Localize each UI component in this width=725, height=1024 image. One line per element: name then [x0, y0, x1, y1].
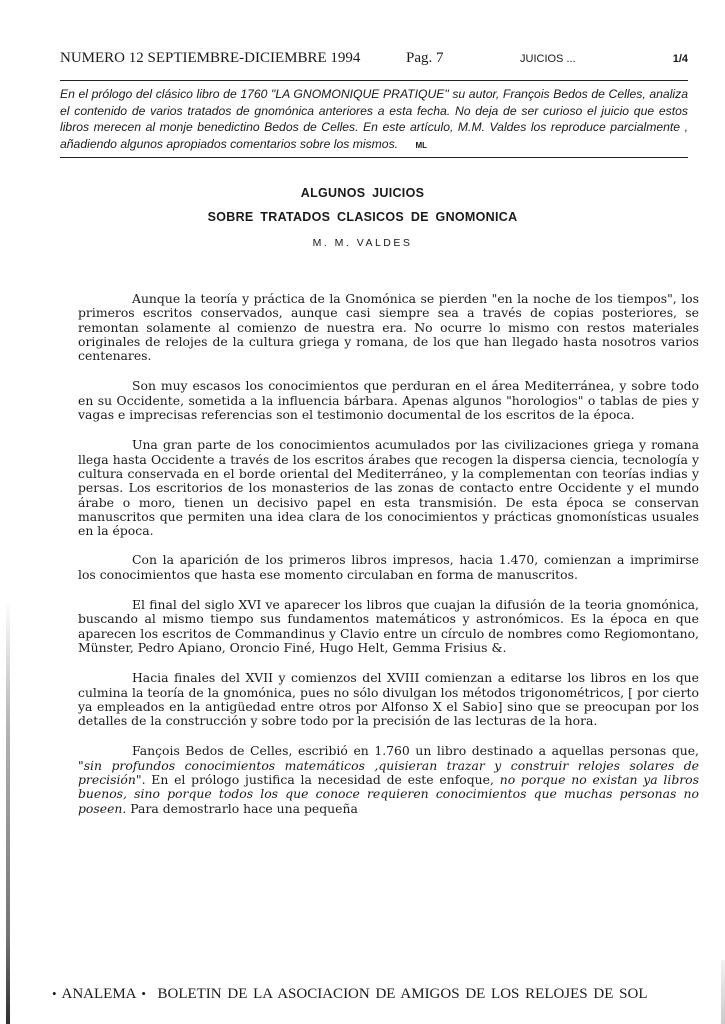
journal-subtitle: BOLETIN DE LA ASOCIACION DE AMIGOS DE LOS RELOJES DE SOL [157, 986, 648, 1002]
quotation: no porque no existan ya libros buenos, sino porque todos los que conoce requieren conocimientos que muchas personas no poseen. [78, 772, 699, 816]
article-author: M. M. VALDES [312, 237, 413, 249]
article-body [78, 292, 699, 816]
intro-rule [60, 157, 688, 158]
scan-edge-shadow-right [721, 960, 725, 1024]
paragraph [78, 744, 699, 815]
journal-name: ANALEMA [61, 986, 136, 1002]
running-header [60, 50, 688, 70]
paragraph: Una gran parte de los conocimientos acumulados por las civilizaciones griega y romana llega hasta Occidente a través de los escritos árabes que recogen la dispersa ciencia, tecnología y cultura conservada en el borde oriental del Mediterráneo, y la complementan con teorías indias y persas. Los escritorios de los monasterios de las zonas de contacto entre Occidente y el mundo árabe o moro, tienen un decisivo papel en esta transmisión. De esta época se conservan manuscritos que permiten una idea clara de los conocimientos y prácticas gnomonísticas usuales en la época. [78, 437, 699, 539]
article-title-line-2: SOBRE TRATADOS CLASICOS DE GNOMONICA [207, 210, 518, 224]
paragraph: Son muy escasos los conocimientos que perduran en el área Mediterránea, y sobre todo en su Occidente, sometida a la influencia bárbara. Apenas algunos "horologios" o tablas de pies y vagas e imprecisas referencias son el testimonio documental de los escritos de la época. [78, 378, 699, 423]
paragraph: Hacia finales del XVII y comienzos del XVIII comienzan a editarse los libros en los que culmina la teoría de la gnomónica, pues no sólo divulgan los métodos trigonométricos, [ por cierto ya empleados en la antigüedad entre otros por Alfonso X el Sabio] sino que se preocupan por los detalles de la construcción y sobre todo por la precisión de las lecturas de la hora. [78, 670, 699, 729]
section-name: JUICIOS ... [520, 53, 576, 65]
paragraph-text: Fançois Bedos de Celles, escribió en 1.760 un libro destinado a aquellas personas que, [132, 743, 699, 759]
quotation: "sin profundos conocimientos matemáticos ,quisieran trazar y construir relojes solares de precisión" [78, 757, 699, 788]
running-footer [52, 986, 692, 1003]
bullet-icon: • [52, 986, 57, 1001]
bullet-icon: • [141, 986, 146, 1001]
issue-info: NUMERO 12 SEPTIEMBRE-DICIEMBRE 1994 [60, 50, 361, 66]
article-title-line-1: ALGUNOS JUICIOS [300, 186, 425, 200]
paragraph: Con la aparición de los primeros libros impresos, hacia 1.470, comienzan a imprimirse los conocimientos que hasta ese momento circulaban en forma de manuscritos. [78, 552, 699, 582]
page-number: Pag. 7 [406, 50, 444, 66]
header-rule [60, 80, 688, 81]
paragraph-text: . En el prólogo justifica la necesidad de este enfoque, [141, 772, 500, 788]
scan-edge-shadow [6, 600, 10, 1024]
paragraph-text: Para demostrarlo hace una pequeña [126, 800, 358, 816]
paragraph: El final del siglo XVI ve aparecer los libros que cuajan la difusión de la teoria gnomónica, buscando al mismo tiempo sus fundamentos matemáticos y astronómicos. Es la época en que aparecen los escritos de Commandinus y Clavio entre un círculo de nombres como Regiomontano, Münster, Pedro Apiano, Oroncio Finé, Hugo Helt, Gemma Frisius &. [78, 597, 699, 655]
intro-text: En el prólogo del clásico libro de 1760 "LA GNOMONIQUE PRATIQUE" su autor, François Bedos de Celles, analiza el contenido de varios tratados de gnomónica anteriores a esta fecha. No deja de ser curioso el juicio que estos libros merecen al monje benedictino Bedos de Celles. En este artículo, M.M. Valdes los reproduce parcialmente , añadiendo algunos apropiados comentarios sobre los mismos. [60, 87, 688, 151]
paragraph: Aunque la teoría y práctica de la Gnomónica se pierden "en la noche de los tiempos", los primeros escritos conservados, aunque casi siempre sea a través de copias posteriores, se remontan solamente al comienzo de nuestra era. No ocurre lo mismo con restos materiales originales de relojes de la cultura griega y romana, de los que han llegado hasta nosotros varios centenares. [78, 291, 699, 364]
intro-abstract [60, 86, 688, 154]
part-counter: 1/4 [672, 53, 688, 65]
intro-initials: ML [415, 140, 428, 150]
